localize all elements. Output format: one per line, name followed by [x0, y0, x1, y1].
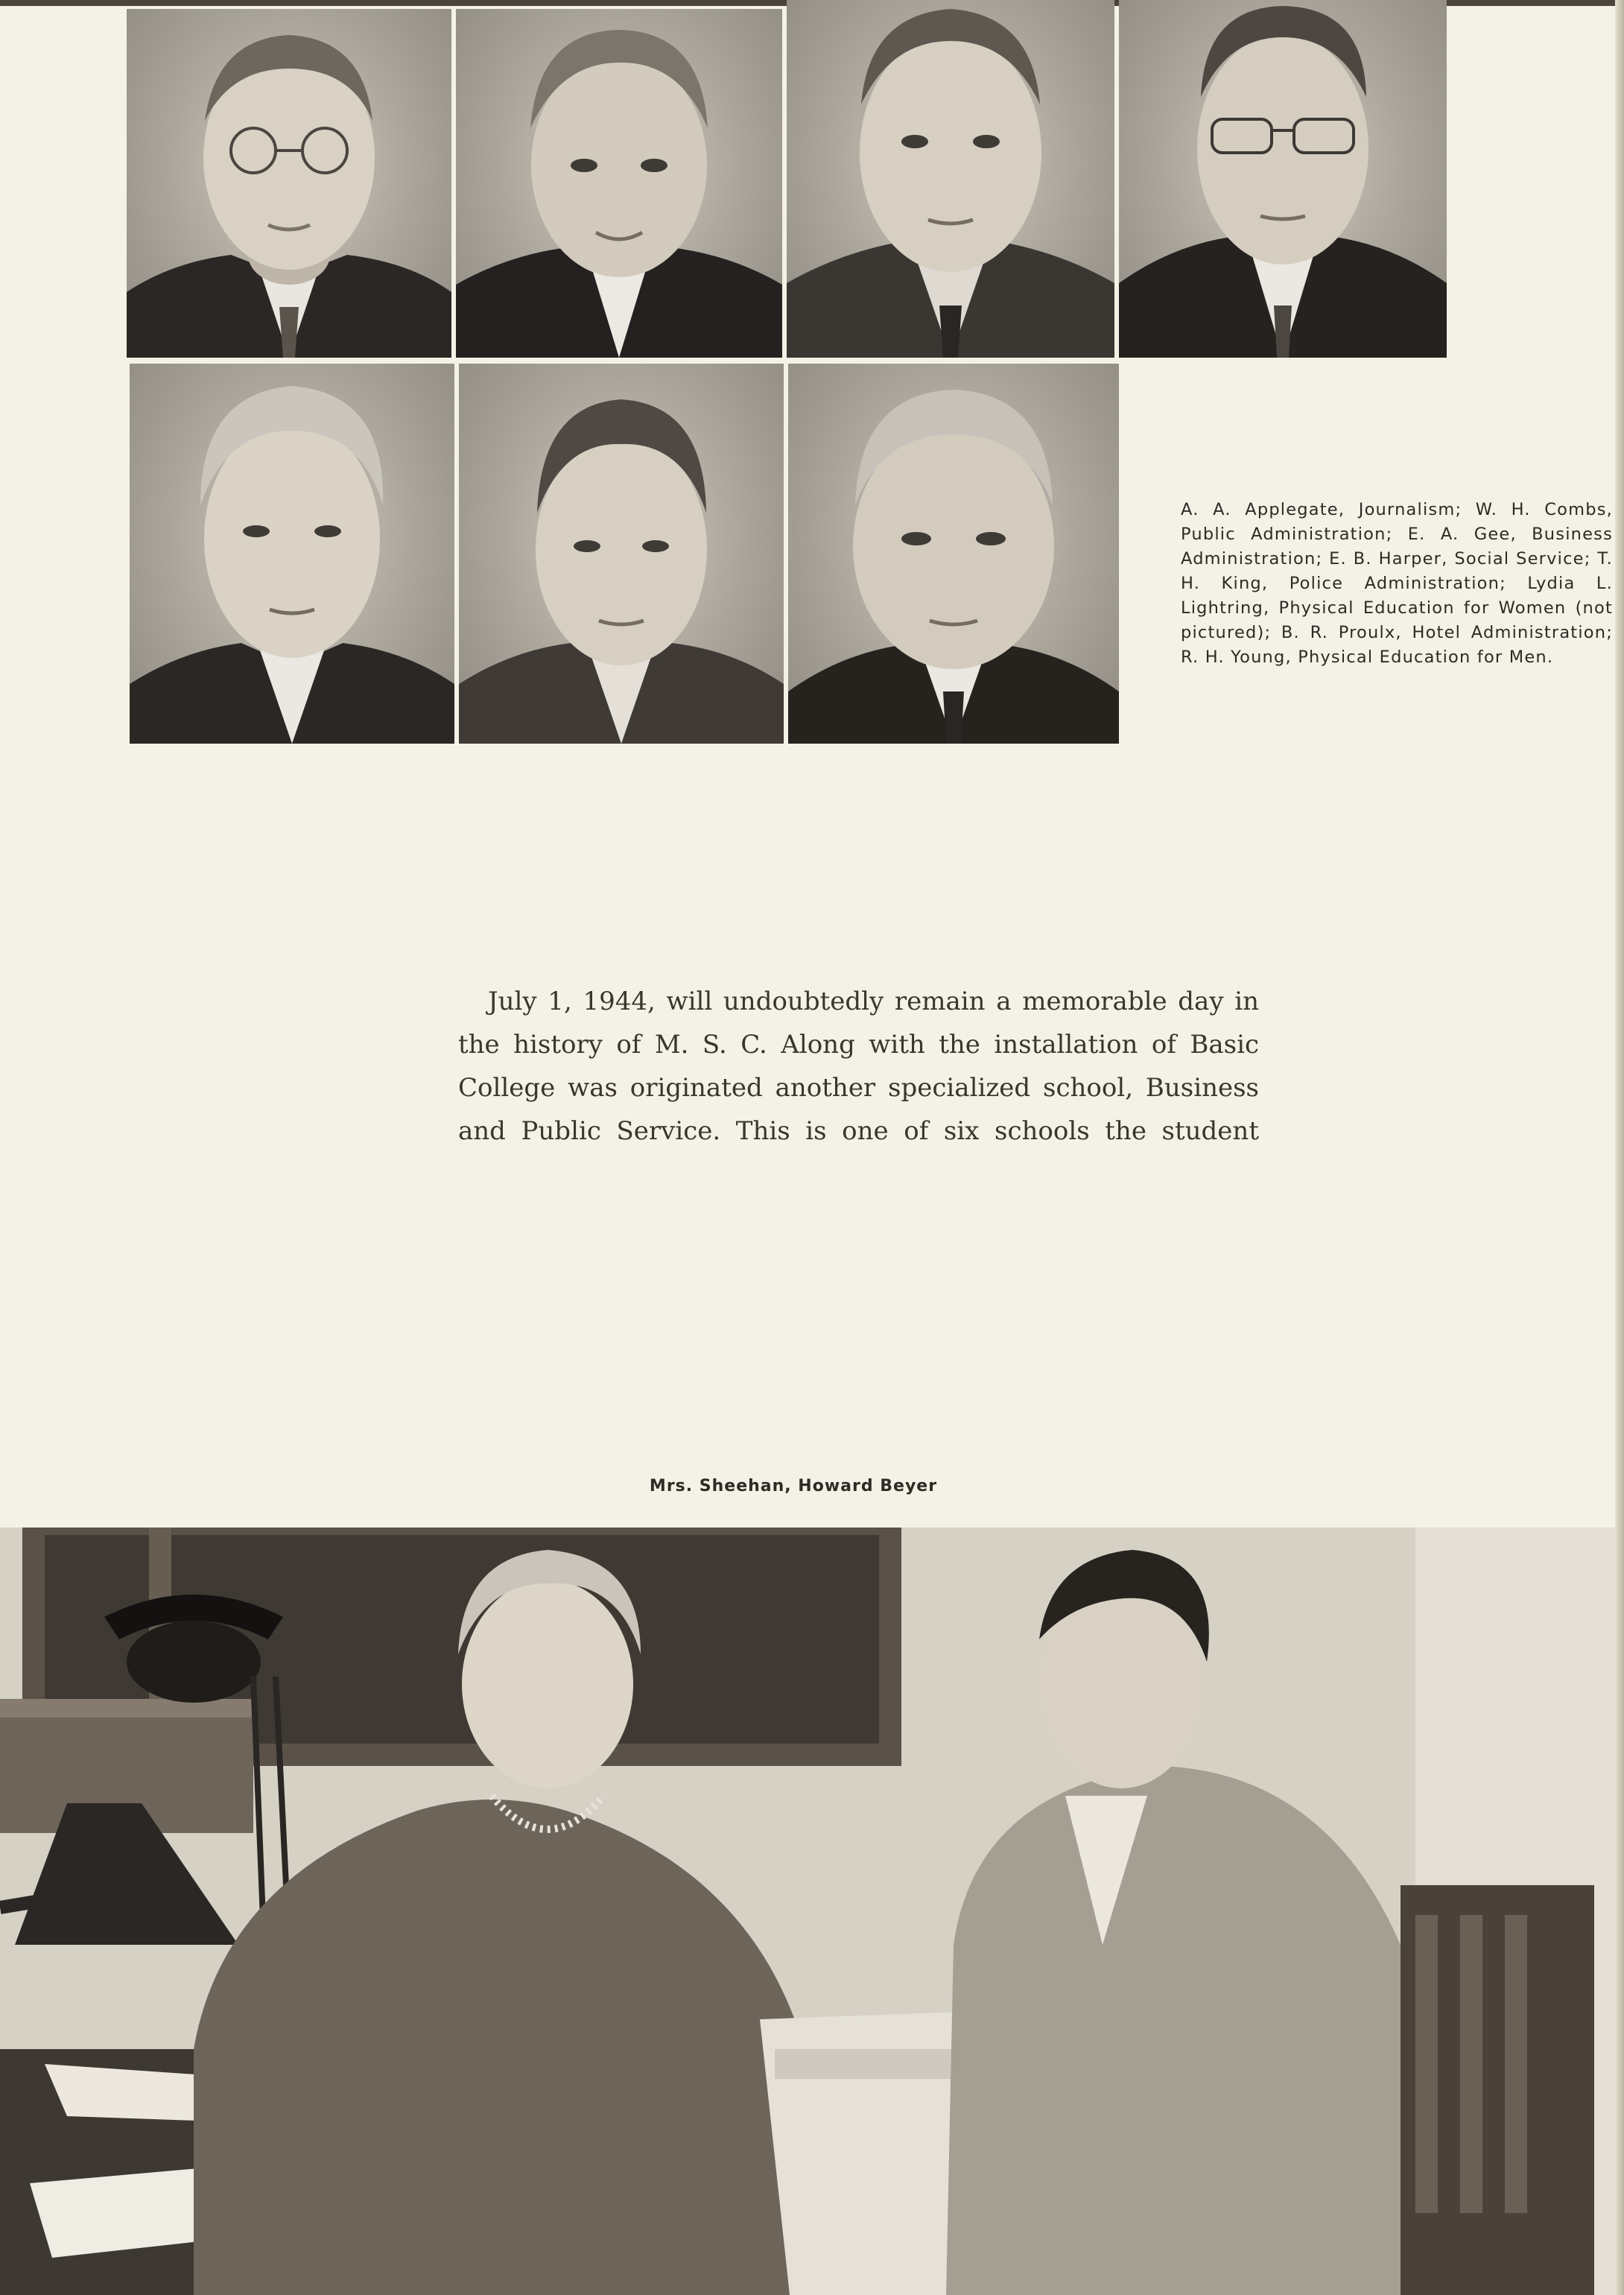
- photo-caption: [0, 1477, 1624, 1495]
- portrait-6-image: [459, 364, 784, 744]
- portrait-1-image: [127, 9, 451, 358]
- body-line: and Public Service. This is one of six schools the student: [458, 1116, 1259, 1146]
- faculty-portrait-1: [127, 9, 451, 358]
- faculty-portrait-7: [788, 364, 1119, 744]
- body-line: the history of M. S. C. Along with the installation of Basic: [458, 1030, 1259, 1060]
- faculty-portrait-4: [1119, 0, 1447, 358]
- body-line: College was originated another specialized school, Business: [458, 1073, 1259, 1103]
- portrait-3-image: [787, 0, 1114, 358]
- body-paragraph: [458, 980, 1259, 1153]
- office-photo: [0, 1528, 1615, 2295]
- faculty-portrait-3: [787, 0, 1114, 358]
- office-photo-image: [0, 1528, 1615, 2295]
- body-line: July 1, 1944, will undoubtedly remain a memorable day in: [488, 987, 1259, 1016]
- faculty-portrait-2: [456, 9, 782, 358]
- portrait-2-image: [456, 9, 782, 358]
- photo-caption-text: Mrs. Sheehan, Howard Beyer: [649, 1477, 938, 1495]
- faculty-portrait-6: [459, 364, 784, 744]
- faculty-caption: A. A. Applegate, Journalism; W. H. Combs, Public Administration; E. A. Gee, Business Administration; E. B. Harper, Social Service; T. H. King, Police Administration; Lydia L. Lightring, Physical Education for Women (not pictured); B. R. Proulx, Hotel Administration; R. H. Young, Physical Education for Men.: [1181, 500, 1613, 667]
- portrait-4-image: [1119, 0, 1447, 358]
- faculty-portrait-5: [130, 364, 454, 744]
- page-binding-edge: [1615, 0, 1624, 2295]
- portrait-5-image: [130, 364, 454, 744]
- portrait-7-image: [788, 364, 1119, 744]
